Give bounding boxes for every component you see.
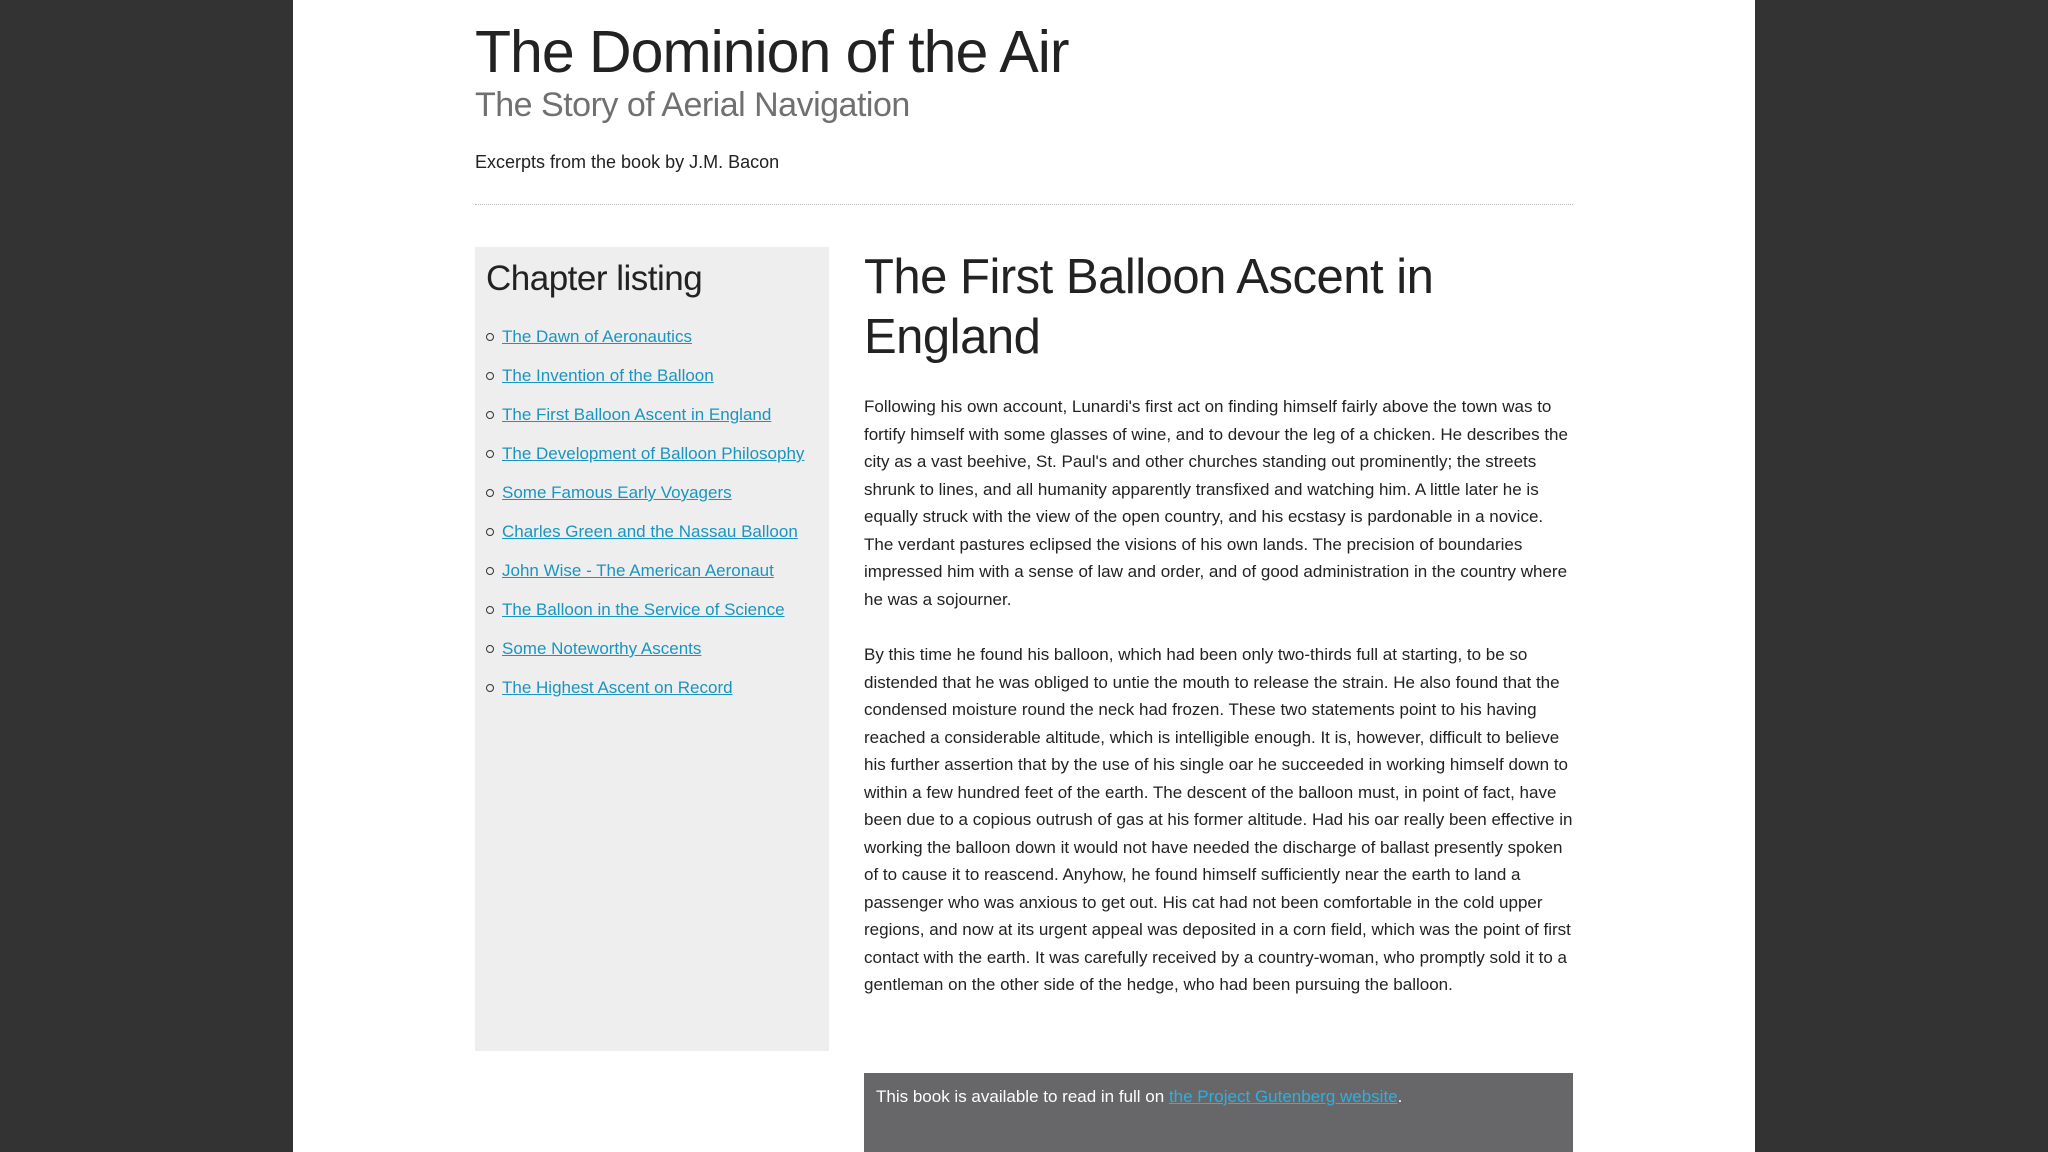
list-item bbox=[475, 522, 804, 561]
page bbox=[293, 0, 1755, 1152]
chapter-link[interactable]: The Development of Balloon Philosophy bbox=[502, 444, 805, 463]
bullet-icon bbox=[486, 645, 494, 653]
chapter-link[interactable]: The Highest Ascent on Record bbox=[502, 678, 733, 697]
site-title: The Dominion of the Air bbox=[475, 19, 1069, 85]
site-subtitle: The Story of Aerial Navigation bbox=[475, 86, 910, 124]
chapter-link[interactable]: John Wise - The American Aeronaut bbox=[502, 561, 774, 580]
chapter-list bbox=[475, 327, 804, 717]
chapter-link[interactable]: The Balloon in the Service of Science bbox=[502, 600, 785, 619]
chapter-link[interactable]: Charles Green and the Nassau Balloon bbox=[502, 522, 798, 541]
chapter-link[interactable]: The Invention of the Balloon bbox=[502, 366, 714, 385]
bullet-icon bbox=[486, 372, 494, 380]
list-item bbox=[475, 678, 804, 717]
chapter-link[interactable]: Some Famous Early Voyagers bbox=[502, 483, 732, 502]
article-title: The First Balloon Ascent in England bbox=[864, 250, 1434, 364]
bullet-icon bbox=[486, 684, 494, 692]
bullet-icon bbox=[486, 411, 494, 419]
bullet-icon bbox=[486, 528, 494, 536]
gutenberg-notice bbox=[864, 1073, 1573, 1152]
list-item bbox=[475, 639, 804, 678]
list-item bbox=[475, 561, 804, 600]
notice-text-after: . bbox=[1397, 1087, 1403, 1106]
chapter-sidebar bbox=[475, 247, 829, 1051]
bullet-icon bbox=[486, 333, 494, 341]
list-item bbox=[475, 483, 804, 522]
bullet-icon bbox=[486, 606, 494, 614]
gutenberg-link[interactable]: the Project Gutenberg website bbox=[1168, 1087, 1398, 1106]
bullet-icon bbox=[486, 450, 494, 458]
chapter-link[interactable]: The Dawn of Aeronautics bbox=[502, 327, 692, 346]
bullet-icon bbox=[486, 489, 494, 497]
chapter-link[interactable]: The First Balloon Ascent in England bbox=[502, 405, 772, 424]
notice-text-before: This book is available to read in full on bbox=[876, 1087, 1169, 1106]
list-item bbox=[475, 444, 804, 483]
header-divider bbox=[475, 204, 1573, 205]
article bbox=[864, 247, 1573, 999]
list-item bbox=[475, 600, 804, 639]
bullet-icon bbox=[486, 567, 494, 575]
list-item bbox=[475, 327, 804, 366]
article-paragraph: By this time he found his balloon, which had been only two-thirds full at starting, to be so distended that he was obliged to untie the mouth to release the strain. He also found that the condensed moisture round the neck had frozen. These two statements point to his having reached a considerable altitude, which is intelligible enough. It is, however, difficult to believe his further assertion that by the use of his single oar he succeeded in working himself down to within a few hundred feet of the earth. The descent of the balloon must, in point of fact, have been due to a copious outrush of gas at his former altitude. Had his oar really been effective in working the balloon down it would not have needed the discharge of ballast presently spoken of to cause it to reascend. Anyhow, he found himself sufficiently near the earth to land a passenger who was anxious to get out. His cat had not been comfortable in the cold upper regions, and now at its urgent appeal was deposited in a corn field, which was the point of first contact with the earth. It was carefully received by a country-woman, who promptly sold it to a gentleman on the other side of the hedge, who had been pursuing the balloon. bbox=[864, 645, 1573, 994]
list-item bbox=[475, 405, 804, 444]
chapter-link[interactable]: Some Noteworthy Ascents bbox=[502, 639, 702, 658]
list-item bbox=[475, 366, 804, 405]
chapter-listing-heading: Chapter listing bbox=[486, 259, 703, 298]
article-paragraph: Following his own account, Lunardi's first act on finding himself fairly above the town was to fortify himself with some glasses of wine, and to devour the leg of a chicken. He describes the city as a vast beehive, St. Paul's and other churches standing out prominently; the streets shrunk to lines, and all humanity apparently transfixed and watching him. A little later he is equally struck with the view of the open country, and his ecstasy is pardonable in a novice. The verdant pastures eclipsed the visions of his own lands. The precision of boundaries impressed him with a sense of law and order, and of good administration in the country where he was a sojourner. bbox=[864, 397, 1568, 609]
site-credit: Excerpts from the book by J.M. Bacon bbox=[475, 152, 780, 172]
notice-text bbox=[876, 1087, 1402, 1107]
